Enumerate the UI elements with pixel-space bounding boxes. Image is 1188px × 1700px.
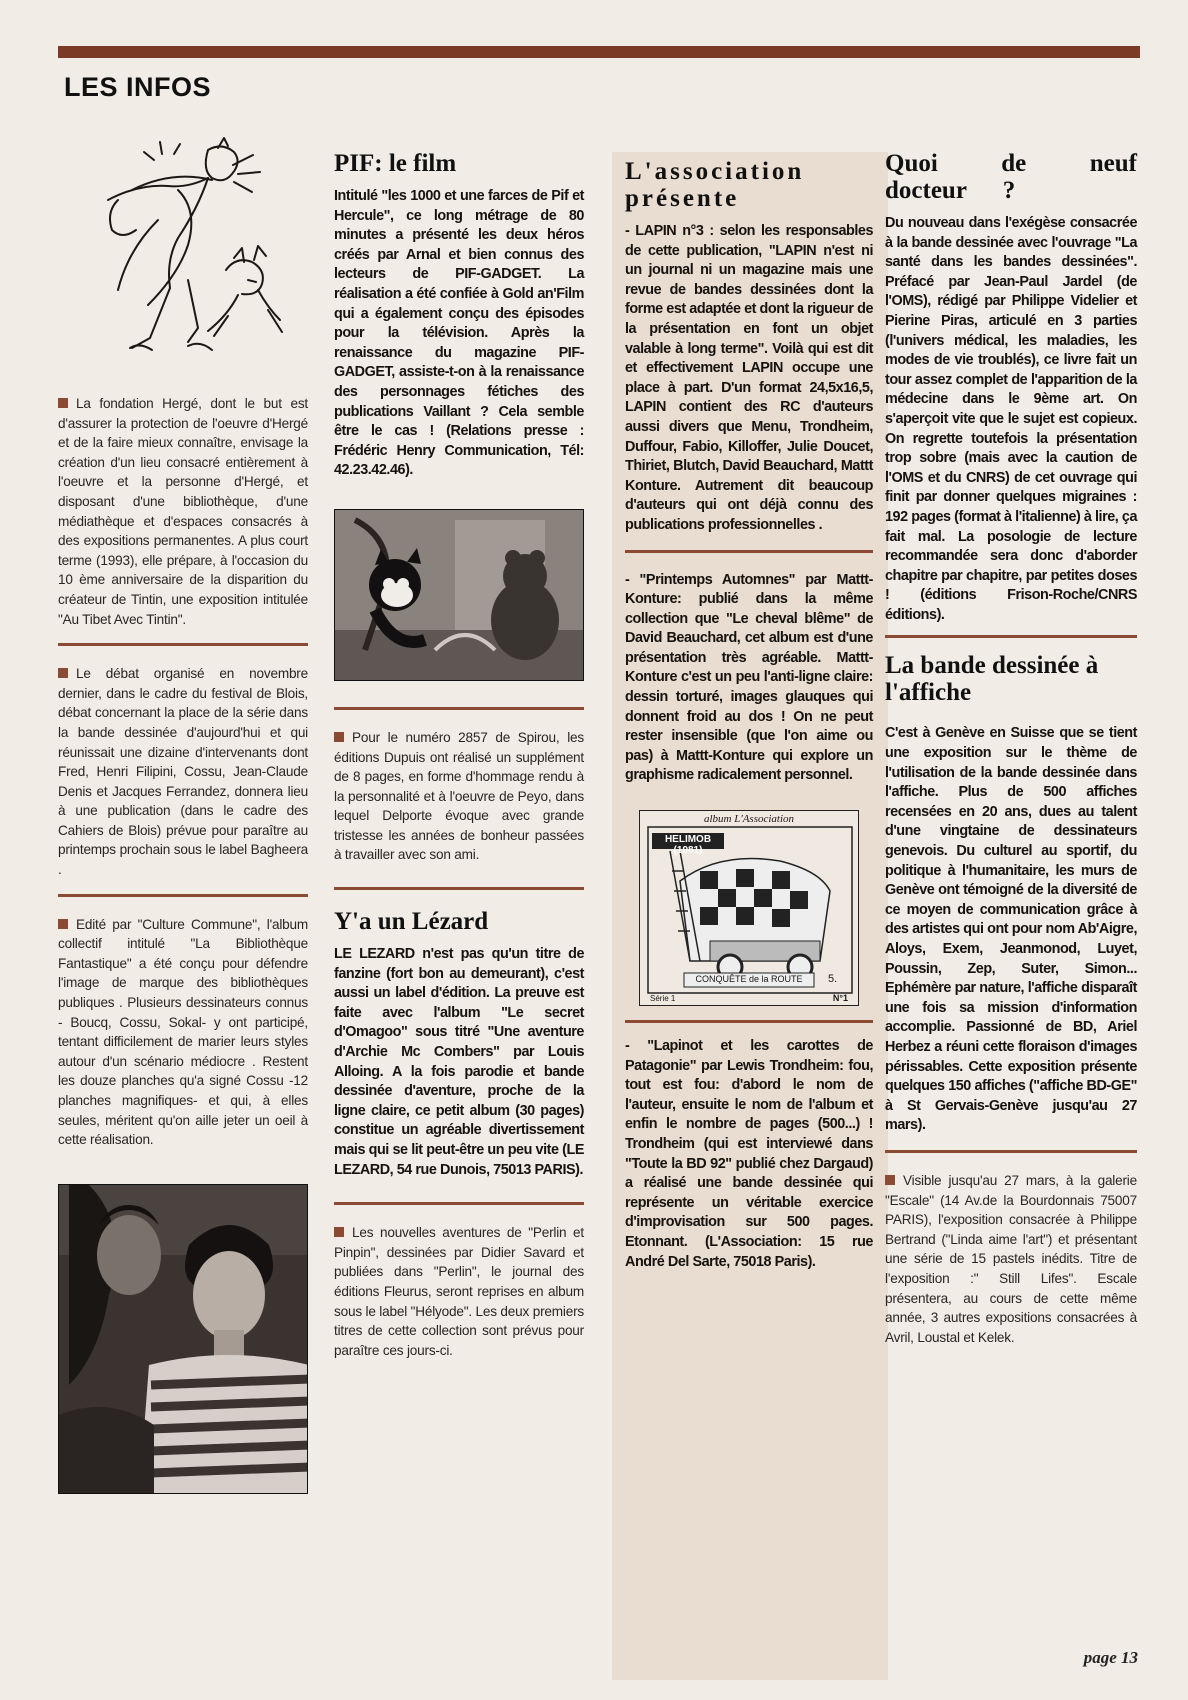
escale-paragraph: Visible jusqu'au 27 mars, à la galerie "Escale" (14 Av.de la Bourdonnais 75007 PARIS), l'exposition consacrée à Philippe Bertrand ("Linda aime l'art") et présentant une série de 15 pastels inédits. Titre de l'exposition :" Still Lifes". Escale présentera, au cours de cette même année, 3 autres expositions consacrées à Avril, Loustal et Kelek.: [885, 1172, 1137, 1345]
column-1: [58, 130, 308, 1494]
bibliotheque-fantastique-paragraph: Edité par "Culture Commune", l'album collectif intitulé "La Bibliothèque Fantastique" a été conçu pour défendre l'image de marque des bibliothèques publiques . Plusieurs dessinateurs connus - Boucq, Cossu, Sokal- y ont participé, tentant difficilement de marier leurs styles autour d'un scénario médiocre . Restent les douze planches qu'a signé Cossu -12 planches magnifiques- et qui, à elles seules, méritent qu'on aille jeter un oeil à cette réalisation.: [58, 916, 308, 1148]
cover-top-label: album L'Association: [703, 813, 795, 826]
bullet-square-icon: [58, 668, 68, 678]
pif-heading: PIF: le film: [334, 150, 457, 177]
tintin-drawing: [58, 130, 308, 380]
divider: [625, 1020, 873, 1023]
bullet-square-icon: [334, 732, 344, 742]
divider: [625, 550, 873, 553]
top-rule: [58, 46, 1140, 58]
divider: [334, 1202, 584, 1205]
section-title: LES INFOS: [64, 72, 212, 102]
bullet-square-icon: [334, 1227, 344, 1237]
sante-paragraph: Du nouveau dans l'exégèse consacrée à la bande dessinée avec l'ouvrage "La santé dans les bandes dessinées". Préfacé par Jean-Paul Jardel (de l'OMS), rédigé par Philippe Videlier et Pierine Piras, articulé en 3 parties (l'univers médical, les maladies, les modes de vie troublés), ce livre fait un tour assez complet de l'apparition de la médecine dans le 9ème art. On s'aperçoit vite que le sujet est copieux. On regrette toutefois la présentation trop sobre (mais avec la caution de l'OMS et du CNRS) de cet ouvrage qui finit par donner quelques migraines : 192 pages (format à l'italienne) à lire, ça fait mal. La posologie de lecture recommandée sera donc d'aborder chapitre par chapitre, par petites doses ! (éditions Frison-Roche/CNRS éditions).: [885, 215, 1138, 623]
pastel-painting: [58, 1184, 308, 1494]
bullet-square-icon: [58, 398, 68, 408]
divider: [58, 894, 308, 897]
perlin-paragraph: Les nouvelles aventures de "Perlin et Pinpin", dessinées par Didier Savard et publiées dans "Perlin", le journal des éditions Fleurus, seront reprises en album sous le label "Hélyode". Les deux premiers titres de cette collection sont prévus pour paraître ces jours-ci.: [334, 1225, 584, 1358]
cover-banner: CONQUÊTE de la ROUTE: [695, 974, 803, 985]
lapin-paragraph: - LAPIN n°3 : selon les responsables de cette publication, "LAPIN n'est ni un journal ni un magazine mais une revue de bandes dessinées dont la forme est adaptée et dont la rigueur de la présentation en font un objet valable à long terme". Voilà qui est dit et effectivement LAPIN occupe une place à part. D'un format 24,5x16,5, LAPIN contient des RC d'auteurs aussi divers que Menu, Trondheim, Duffour, Fabio, Killoffer, Julie Doucet, Thiriet, Blutch, David Beauchard, Mattt Konture. Autrement dit beaucoup d'auteurs qui ont déjà connu des publications professionnelles .: [625, 223, 873, 533]
cover-no: N°1: [832, 993, 848, 1004]
divider: [58, 643, 308, 646]
album-cover-illustration: [639, 810, 859, 1006]
divider: [334, 887, 584, 890]
pif-paragraph: Intitulé "les 1000 et une farces de Pif et Hercule", ce long métrage de 80 minutes a présenté les deux héros créés par Arnal et bien connus des lecteurs de PIF-GADGET. La réalisation a été confiée à Gold an'Film qui a également conçu des épisodes pour la télévision. Après la renaissance du magazine PIF-GADGET, assiste-t-on à la renaissance des personnages fétiches des publications Vaillant ? Cela semble être le cas ! (Relations presse : Frédéric Henry Communication, Tél: 42.23.42.46).: [334, 188, 584, 479]
quoi-de-neuf-heading: Quoi de neuf docteur ?: [885, 150, 1137, 204]
cover-tag: HELIMOB (1981): [664, 834, 712, 857]
lezard-heading: Y'a un Lézard: [334, 908, 489, 936]
spirou-paragraph: Pour le numéro 2857 de Spirou, les éditions Dupuis ont réalisé un supplément de 8 pages, en forme d'hommage rendu à la personnalité et à l'oeuvre de Peyo, dans lequel Delporte évoque avec grande tristesse les années de bonheur passées à travailler avec son ami.: [334, 729, 584, 863]
cover-serie: Série 1: [650, 994, 676, 1004]
column-2: [334, 130, 584, 1360]
cartoon-still: [334, 509, 584, 681]
blois-debate-paragraph: Le débat organisé en novembre dernier, dans le cadre du festival de Blois, débat concernant la place de la série dans la bande dessinée d'aujourd'hui et qui réunissait une dizaine d'intervenants dont Fred, Henri Filipini, Cossu, Jean-Claude Denis et Jacques Ferrandez, donnera lieu à une publication (dans le cadre des Cahiers de Blois) prévue pour paraître au printemps prochain sous le label Bagheera .: [58, 666, 308, 878]
association-heading: L'association présente: [625, 158, 805, 212]
divider: [334, 707, 584, 710]
page-number: page 13: [1083, 1648, 1138, 1667]
divider: [885, 1150, 1137, 1153]
lapinot-paragraph: - "Lapinot et les carottes de Patagonie" par Lewis Trondheim: fou, tout est fou: d'abord le nom de l'auteur, ensuite le nom de l'album et enfin le nombre de pages (500...) ! Trondheim (qui est interviewé dans "Toute la BD 92" publié chez Dargaud) a réalisé une bande dessinée qui représente un véritable exercice d'improvisation sur 500 pages. Etonnant. (L'Association: 15 rue André Del Sarte, 75018 Paris).: [625, 1038, 873, 1270]
bullet-square-icon: [885, 1175, 895, 1185]
printemps-paragraph: - "Printemps Automnes" par Mattt-Konture: publié dans la même collection que "Le cheval blême" de David Beauchard, cet album est d'une présentation très agréable. Mattt-Konture c'est un peu l'anti-ligne claire: dessin torturé, images glauques qui donnent froid au dos ! On ne peut rester insensible (que l'on aime ou pas) à Mattt-Konture qui explore un graphisme radicalement personnel.: [625, 571, 873, 784]
affiche-heading: La bande dessinée à l'affiche: [885, 652, 1099, 707]
bullet-square-icon: [58, 919, 68, 929]
column-4: [885, 130, 1137, 1347]
geneve-paragraph: C'est à Genève en Suisse que se tient une exposition sur le thème de l'utilisation de la bande dessinée dans l'affiche. Plus de 500 affiches recensées en 20 ans, dues au talent d'une vingtaine de dessinateurs genevois. Du culturel au sportif, du politique à l'humanitaire, les murs de Genève ont témoigné de la diversité de ce moyen de communication grâce à des artistes qui ont pour nom Ab'Aigre, Aloys, Exem, Jeanmonod, Luyet, Poussin, Zep, Suter, Simon... Ephémère par nature, l'affiche disparaît une fois sa mission d'information accomplie. Passionné de BD, Ariel Herbez a réuni cette floraison d'images périssables. Cette exposition présente quelques 150 affiches ("affiche BD-GE" à St Gervais-Genève jusqu'au 27 mars).: [885, 725, 1137, 1134]
column-3: [617, 152, 881, 1272]
lezard-paragraph: LE LEZARD n'est pas qu'un titre de fanzine (fort bon au demeurant), c'est aussi un label d'édition. La preuve est faite avec l'album "Le secret d'Omagoo" sous titré "Une aventure d'Archie Mc Combers" par Louis Alloing. A la fois parodie et bande dessinée d'aventure, proche de la ligne claire, ce petit album (30 pages) constitue un agréable divertissement mais qui se lit peut-être un peu vite (LE LEZARD, 54 rue Dunois, 75013 PARIS).: [334, 946, 584, 1178]
herge-foundation-paragraph: La fondation Hergé, dont le but est d'assurer la protection de l'oeuvre d'Hergé et de la faire mieux connaître, envisage la création d'un lieu consacré entièrement à l'oeuvre et la personne d'Hergé, et disposant d'une bibliothèque, d'une médiathèque et d'espaces consacrés à des expositions permanentes. A plus court terme (1993), elle prépare, à l'occasion du 10 ème anniversaire de la disparition du créateur de Tintin, une exposition intitulée "Au Tibet Avec Tintin".: [58, 396, 308, 627]
divider: [885, 635, 1137, 638]
cover-number-5: 5.: [828, 973, 838, 986]
